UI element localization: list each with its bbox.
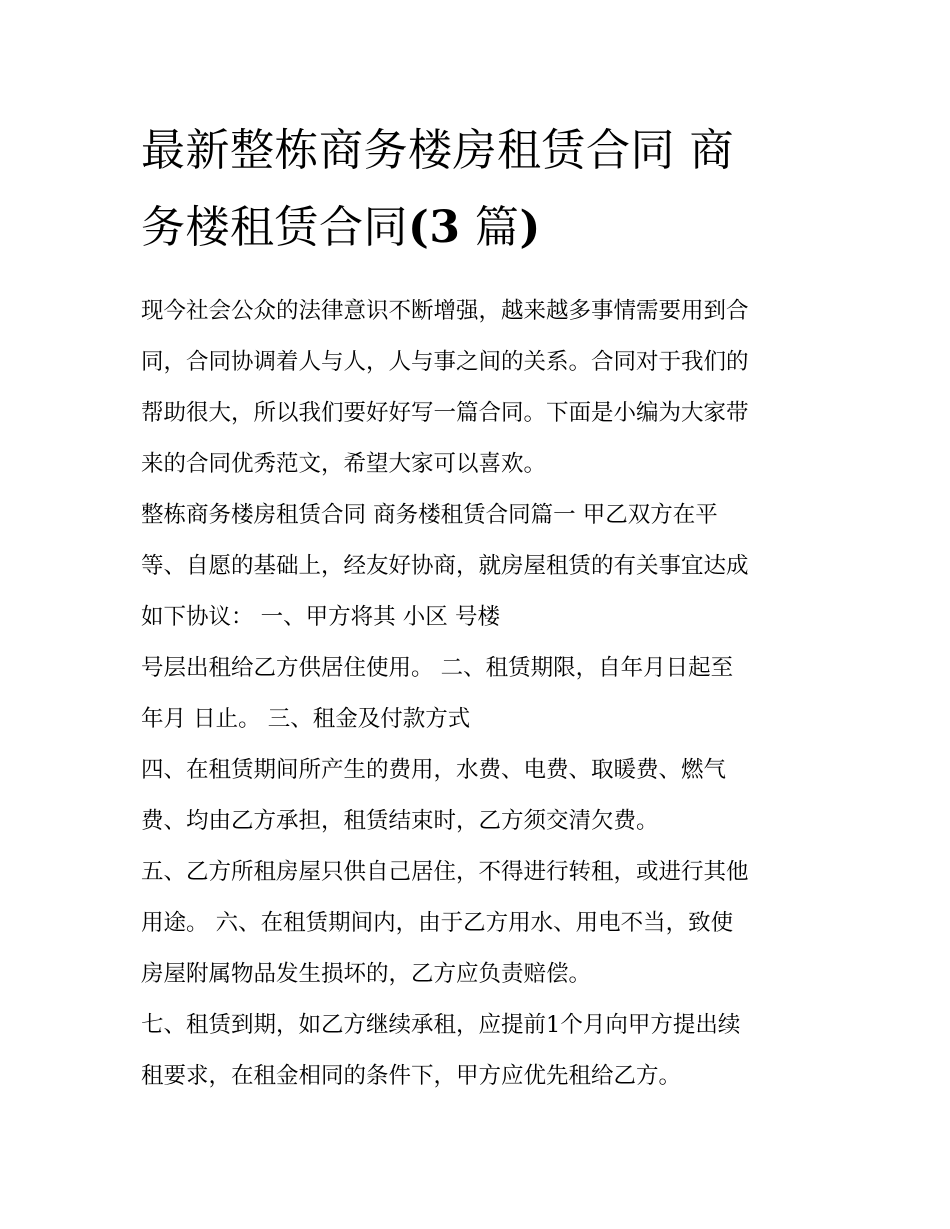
body-line: 七、租赁到期，如乙方继续承租，应提前1个月向甲方提出续: [141, 1012, 741, 1038]
body-line: 号层出租给乙方供居住使用。 二、租赁期限，自年月日起至: [141, 655, 734, 681]
title-count-open: (3: [408, 202, 461, 253]
body-line: 五、乙方所租房屋只供自己居住，不得进行转租，或进行其他: [141, 859, 749, 885]
body-line: 现今社会公众的法律意识不断增强，越来越多事情需要用到合: [141, 298, 749, 324]
title-line-1: 最新整栋商务楼房租赁合同 商: [141, 125, 734, 176]
body-line: 四、在租赁期间所产生的费用，水费、电费、取暖费、燃气: [141, 757, 727, 783]
body-line: 等、自愿的基础上，经友好协商，就房屋租赁的有关事宜达成: [141, 553, 749, 579]
body-line: 租要求，在租金相同的条件下，甲方应优先租给乙方。: [141, 1063, 682, 1089]
body-line: 整栋商务楼房租赁合同 商务楼租赁合同篇一 甲乙双方在平: [141, 502, 718, 528]
body-line: 房屋附属物品发生损坏的，乙方应负责赔偿。: [141, 961, 592, 987]
body-line: 帮助很大，所以我们要好好写一篇合同。下面是小编为大家带: [141, 400, 749, 426]
title-line-2-prefix: 务楼租赁合同: [141, 202, 408, 253]
document-title: [141, 112, 821, 266]
body-line: 费、均由乙方承担，租赁结束时，乙方须交清欠费。: [141, 808, 659, 834]
body-line: 来的合同优秀范文，希望大家可以喜欢。: [141, 451, 547, 477]
body-line: 年月 日止。 三、租金及付款方式: [141, 706, 471, 732]
body-line: 同，合同协调着人与人，人与事之间的关系。合同对于我们的: [141, 349, 749, 375]
title-count-unit: 篇: [460, 202, 520, 253]
body-line: 用途。 六、在租赁期间内，由于乙方用水、用电不当，致使: [141, 910, 734, 936]
title-count-close: ): [519, 202, 541, 253]
body-line: 如下协议： 一、甲方将其 小区 号楼: [141, 604, 500, 630]
document-content: [141, 112, 821, 1102]
